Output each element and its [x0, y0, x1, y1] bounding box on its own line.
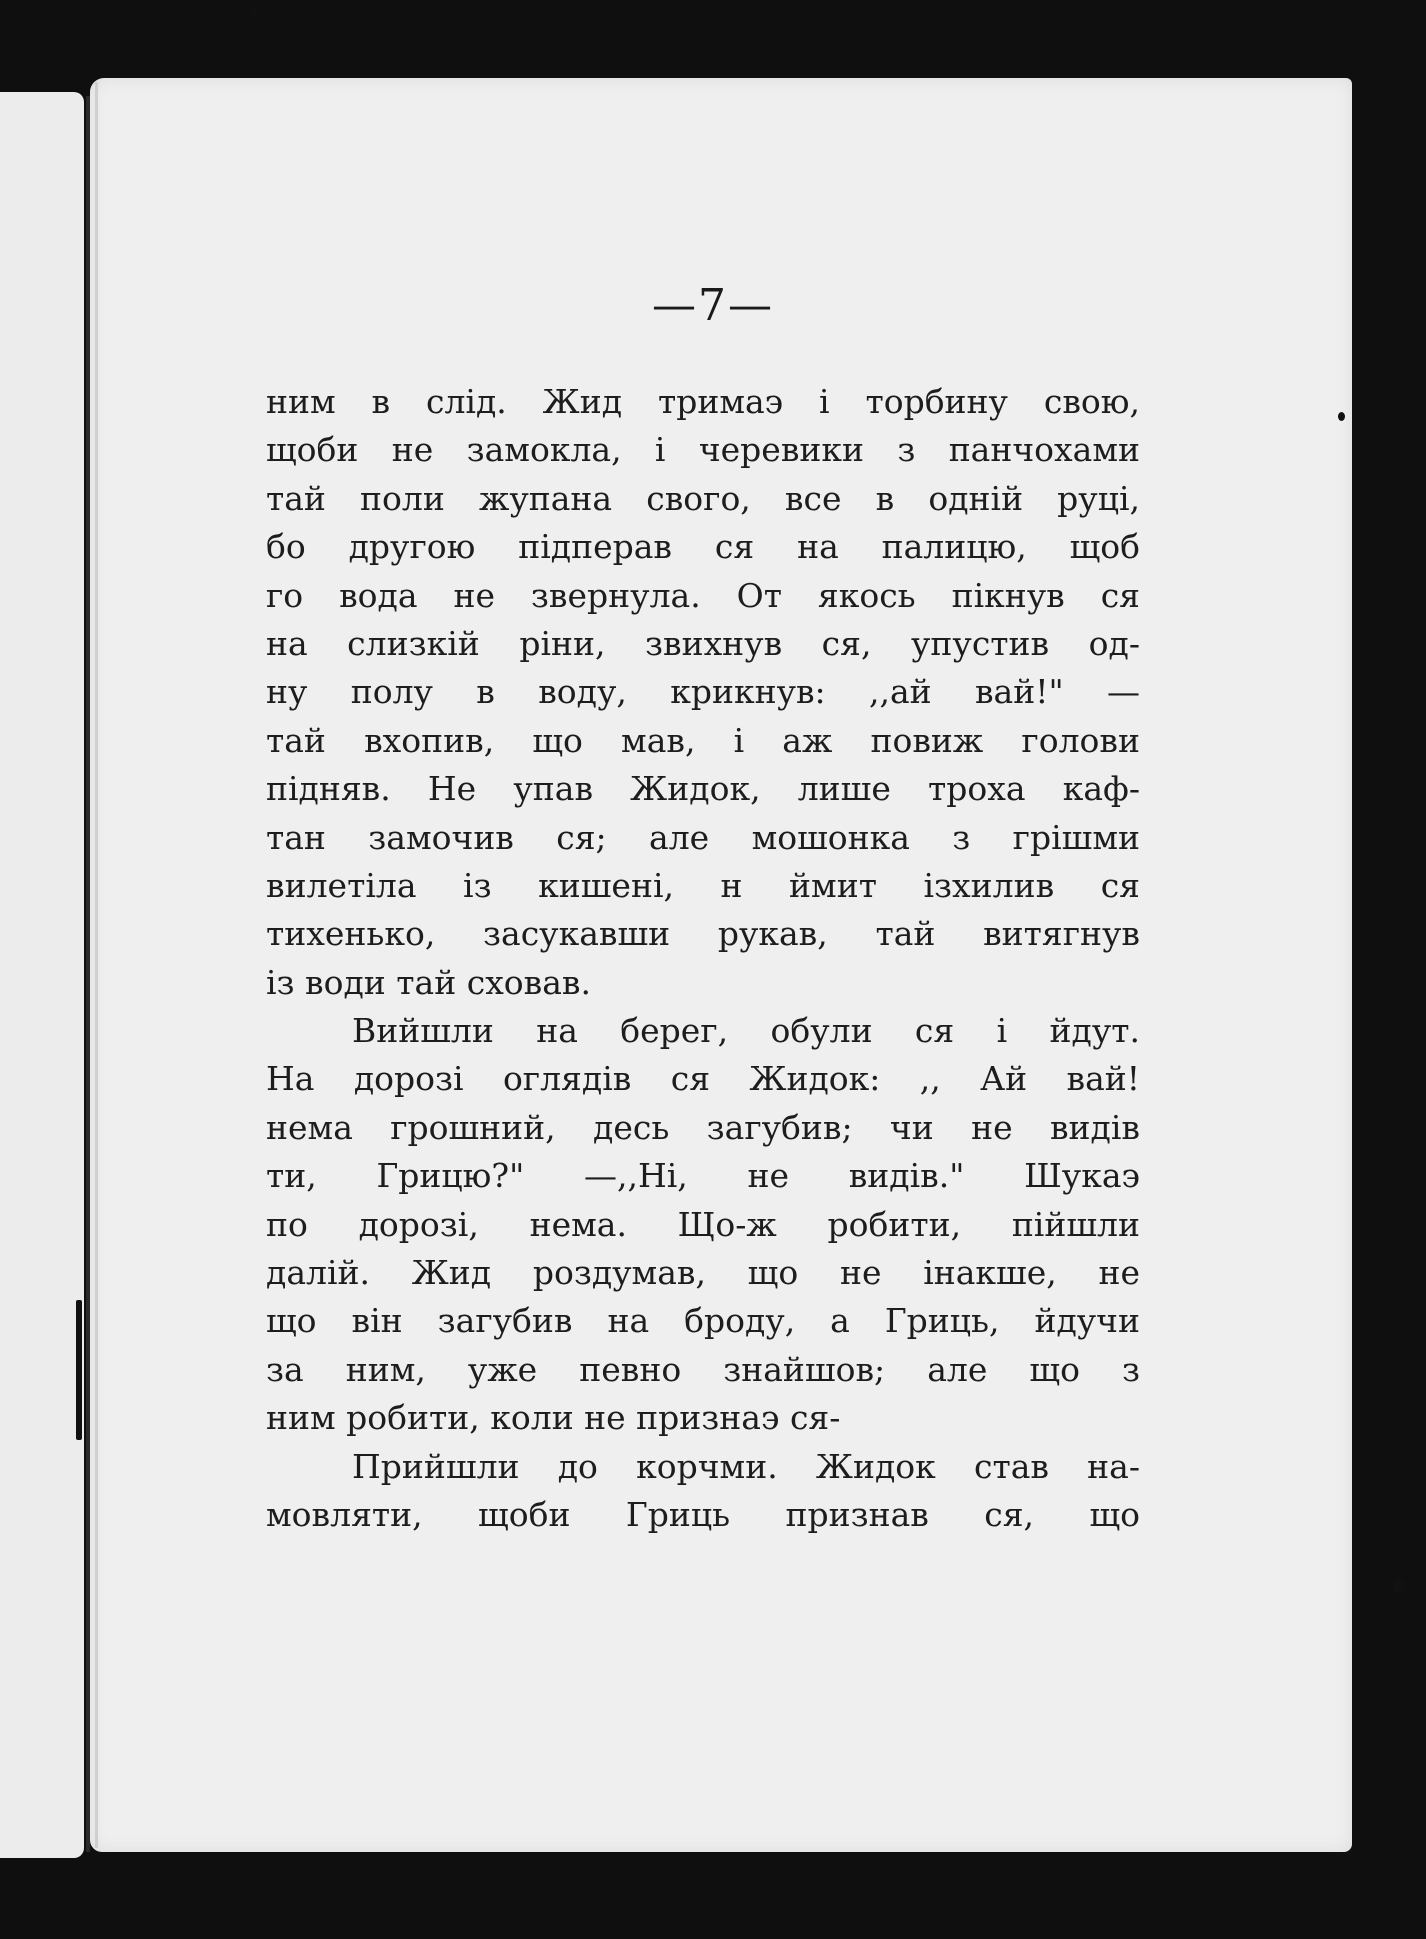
text-line: ним робити, коли не признаэ ся- — [266, 1398, 841, 1438]
page-text — [266, 378, 1140, 1539]
text-line: підняв. Не упав Жидок, лише троха каф- — [266, 769, 1140, 809]
text-line: Вийшли на берег, обули ся і йдут. — [352, 1011, 1140, 1051]
page-fold-line — [95, 82, 98, 1848]
text-line: щоби не замокла, і черевики з панчохами — [266, 430, 1140, 470]
text-line: тай поли жупана свого, все в одній руці, — [266, 478, 1140, 518]
text-line: по дорозі, нема. Що-ж робити, пійшли — [266, 1204, 1140, 1244]
text-line: ну полу в воду, крикнув: ,,ай вай!" — — [266, 672, 1140, 712]
text-line: вилетіла із кишені, н ймит ізхилив ся — [266, 865, 1140, 905]
page-number: —7— — [652, 280, 774, 331]
text-line: із води тай сховав. — [266, 962, 591, 1002]
previous-page-edge — [0, 92, 84, 1858]
text-line: го вода не звернула. От якось пікнув ся — [266, 575, 1140, 615]
dust-speck — [1338, 412, 1345, 421]
text-line: Прийшли до корчми. Жидок став на- — [352, 1446, 1140, 1486]
text-line: мовляти, щоби Гриць признав ся, що — [266, 1494, 1140, 1534]
text-line: На дорозі оглядів ся Жидок: ,, Ай вай! — [266, 1059, 1140, 1099]
text-line: тай вхопив, що мав, і аж повиж голови — [266, 720, 1140, 760]
text-line: нема грошний, десь загубив; чи не видів — [266, 1107, 1140, 1147]
dust-speck — [1393, 1578, 1405, 1594]
binding-mark — [76, 1300, 82, 1440]
text-line: бо другою підперав ся на палицю, щоб — [266, 527, 1140, 567]
text-line: ти, Грицю?" —,,Ні, не видів." Шукаэ — [266, 1156, 1140, 1196]
text-line: що він загубив на броду, а Гриць, йдучи — [266, 1301, 1140, 1341]
text-line: тан замочив ся; але мошонка з грішми — [266, 817, 1140, 857]
text-line: далій. Жид роздумав, що не інакше, не — [266, 1253, 1140, 1293]
text-line: ним в слід. Жид тримаэ і торбину свою, — [266, 382, 1140, 421]
text-line: тихенько, засукавши рукав, тай витягнув — [266, 914, 1140, 954]
text-line: на слизкій ріни, звихнув ся, упустив од- — [266, 623, 1140, 663]
text-line: за ним, уже певно знайшов; але що з — [266, 1349, 1140, 1389]
dust-speck — [252, 8, 257, 16]
